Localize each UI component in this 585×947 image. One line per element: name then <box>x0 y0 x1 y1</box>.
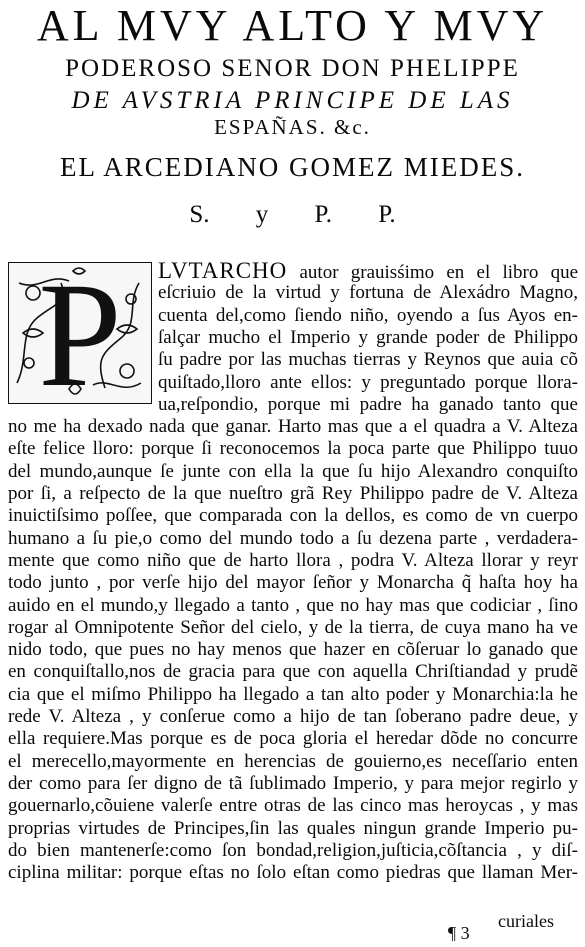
body-line-text: gouernarlo,cõuiene valerſe entre otras de las cinco mas heroycas , y mas <box>8 795 578 817</box>
body-line <box>8 818 578 840</box>
body-line <box>8 595 578 617</box>
body-line <box>8 684 578 706</box>
body-line-text: rede V. Alteza , y conſerue como a hijo de tan ſoberano padre deue, y <box>8 706 578 727</box>
body-line-text: ella requiere.Mas porque es de poca gloria el heredar dõde no concurre <box>8 728 578 750</box>
body-line-text: no me ha dexado nada que ganar. Harto mas que a el quadra a V. Alteza <box>8 416 578 438</box>
body-line-text: eſte felice lloro: porque ſi reconocemos la poca parte que Philippo tuuo <box>8 438 578 460</box>
body-line-text: por ſi, a reſpecto de la que nueſtro grã Rey Philippo padre de V. Alteza <box>8 483 578 504</box>
body-line <box>8 728 578 750</box>
body-line-text: ſalçar mucho el Imperio y grande poder de Philippo <box>158 326 578 348</box>
salutation: S. y P. P. <box>189 201 396 228</box>
body-line <box>8 706 578 728</box>
body-line <box>8 751 578 773</box>
body-line <box>8 505 578 527</box>
body-line-text: del mundo,aunque ſe junte con ella la que ſu hijo Alexandro conquiſto <box>8 460 578 482</box>
body-line-text: rogar al Omnipotente Señor del cielo, y de la tierra, de cuya mano ha ve <box>8 616 578 638</box>
body-line <box>8 840 578 862</box>
heading-line-3: DE AVSTRIA PRINCIPE DE LAS <box>71 87 514 114</box>
body-line-text: quiſtado,lloro ante ellos: y preguntado porque llora- <box>158 371 578 393</box>
body-line <box>8 773 578 795</box>
body-line-text: autor grauisśimo en el libro que <box>287 262 578 282</box>
body-line <box>8 862 578 884</box>
heading-line-1: AL MVY ALTO Y MVY <box>36 1 549 50</box>
body-line-text: todo junto , por verſe hijo del mayor ſeñor y Monarcha q̃ haſta hoy ha <box>8 572 578 594</box>
body-line-text: der como para ſer digno de tã ſublimado Imperio, y para mejor regirlo y <box>8 772 578 794</box>
author-line: EL ARCEDIANO GOMEZ MIEDES. <box>60 152 525 182</box>
body-line-text: en conquiſtallo,nos de gracia para que con aquella Chriſtiandad y prudẽ <box>8 661 578 683</box>
catchword: curiales <box>498 911 554 931</box>
floral-ornament-icon <box>9 263 151 403</box>
body-line-text: ua,reſpondio, porque mi padre ha ganado tanto que <box>158 393 578 415</box>
body-line-text: humano a ſu pie,o como del mundo todo a ſu dezena parte , verdadera- <box>8 527 578 549</box>
body-line <box>158 394 578 416</box>
initial-letter: P <box>38 263 122 403</box>
body-line-text: do bien mantenerſe:como ſon bondad,religion,juſticia,cõſtancia , y diſ- <box>8 839 578 861</box>
body-line-text: mente que como niño que de harto llora , podra V. Alteza llorar y reyr <box>8 549 578 571</box>
body-line-text: cuenta del,como ſiendo niño, oyendo a ſus Ayos en- <box>158 304 578 326</box>
body-line <box>8 795 578 817</box>
body-line-text: eſcriuio de la virtud y fortuna de Alexádro Magno, <box>158 282 578 304</box>
body-line <box>158 327 578 349</box>
body-line <box>8 639 578 661</box>
body-line <box>8 617 578 639</box>
body-line-text: nido todo, que pues no hay menos que hazer en cõſeruar lo ganado que <box>8 639 578 661</box>
body-line <box>8 550 578 572</box>
body-line <box>8 438 578 460</box>
body-line <box>158 349 578 371</box>
body-line <box>8 661 578 683</box>
body-line <box>8 528 578 550</box>
body-line <box>158 305 578 327</box>
body-line <box>158 260 578 282</box>
decorated-initial-p <box>8 262 152 404</box>
heading-line-4: ESPAÑAS. &c. <box>214 115 371 139</box>
body-line <box>158 372 578 394</box>
body-line <box>8 483 578 505</box>
body-line <box>8 572 578 594</box>
body-line-text: proprias virtudes de Principes,ſin las quales ningun grande Imperio pu- <box>8 817 578 839</box>
body-line-text: auido en el mundo,y llegado a tanto , que no hay mas que codiciar , ſino <box>8 594 578 616</box>
body-line-text: ciplina militar: porque eſtas no ſolo eſtan como piedras que llaman Mer- <box>8 862 578 884</box>
body-line-text: el merecello,mayormente en herencias de gouierno,es neceſſario enten <box>8 750 578 772</box>
heading-line-2: PODEROSO SENOR DON PHELIPPE <box>65 55 520 82</box>
body-line-text: cia que el miſmo Philippo ha llegado a tan alto poder y Monarchia:la he <box>8 683 578 705</box>
opening-word: LVTARCHO <box>158 260 288 282</box>
body-line-text: ſu padre por las muchas tierras y Reynos que auia cõ <box>158 349 578 371</box>
body-line <box>158 282 578 304</box>
signature-mark: ¶ 3 <box>448 923 470 943</box>
body-line <box>8 416 578 438</box>
body-line-text: inuictiſsimo poſſee, que comparada con la dellos, es como de vn cuerpo <box>8 505 578 527</box>
body-line <box>8 461 578 483</box>
